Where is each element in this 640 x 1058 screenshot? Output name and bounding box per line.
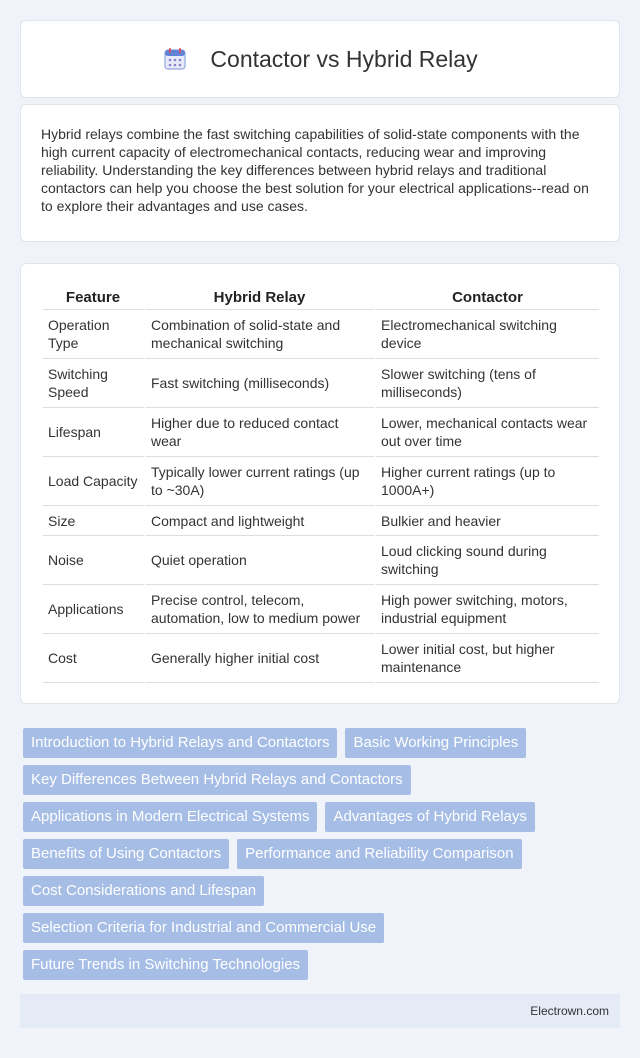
tag-link[interactable]: Future Trends in Switching Technologies bbox=[23, 950, 308, 980]
tag-row bbox=[23, 876, 613, 906]
header-contactor: Contactor bbox=[376, 285, 599, 310]
tag-row bbox=[23, 950, 613, 980]
comparison-table-card bbox=[20, 263, 620, 704]
header-feature: Feature bbox=[43, 285, 146, 310]
intro-text: Hybrid relays combine the fast switching capabilities of solid-state components with the high current capacity of electromechanical contacts, reducing wear and improving reliability. Understanding the key differences between hybrid relays and traditional contactors can help you choose the best solution for your electrical applications--read on to explore their advantages and use cases. bbox=[41, 126, 589, 214]
tag-link[interactable]: Introduction to Hybrid Relays and Contactors bbox=[23, 728, 337, 758]
footer-site: Electrown.com bbox=[530, 1004, 609, 1018]
table-row bbox=[43, 310, 599, 359]
calendar-icon bbox=[162, 46, 188, 72]
table-cell: Combination of solid-state and mechanical switching bbox=[146, 310, 376, 359]
table-cell: Applications bbox=[43, 585, 146, 634]
tag-row bbox=[23, 913, 613, 943]
table-cell: Electromechanical switching device bbox=[376, 310, 599, 359]
table-cell: Compact and lightweight bbox=[146, 506, 376, 536]
page-title: Contactor vs Hybrid Relay bbox=[210, 45, 478, 72]
intro-card bbox=[20, 104, 620, 242]
table-cell: Lifespan bbox=[43, 408, 146, 457]
tag-link[interactable]: Applications in Modern Electrical Systems bbox=[23, 802, 317, 832]
table-cell: Typically lower current ratings (up to ~30A) bbox=[146, 457, 376, 506]
table-row bbox=[43, 536, 599, 585]
tag-link[interactable]: Basic Working Principles bbox=[345, 728, 526, 758]
table-row bbox=[43, 408, 599, 457]
title-card bbox=[20, 20, 620, 98]
table-cell: Noise bbox=[43, 536, 146, 585]
table-cell: Bulkier and heavier bbox=[376, 506, 599, 536]
table-cell: Load Capacity bbox=[43, 457, 146, 506]
tag-link[interactable]: Key Differences Between Hybrid Relays and Contactors bbox=[23, 765, 411, 795]
comparison-table bbox=[43, 285, 599, 683]
table-cell: Lower, mechanical contacts wear out over time bbox=[376, 408, 599, 457]
table-header-row bbox=[43, 285, 599, 310]
table-row bbox=[43, 359, 599, 408]
table-cell: Fast switching (milliseconds) bbox=[146, 359, 376, 408]
tag-row bbox=[23, 802, 613, 832]
tag-row bbox=[23, 765, 613, 795]
table-cell: Precise control, telecom, automation, low to medium power bbox=[146, 585, 376, 634]
tag-link[interactable]: Performance and Reliability Comparison bbox=[237, 839, 521, 869]
table-row bbox=[43, 634, 599, 683]
table-cell: Size bbox=[43, 506, 146, 536]
table-row bbox=[43, 585, 599, 634]
header-hybrid-relay: Hybrid Relay bbox=[146, 285, 376, 310]
table-cell: Higher current ratings (up to 1000A+) bbox=[376, 457, 599, 506]
table-cell: Operation Type bbox=[43, 310, 146, 359]
table-cell: Higher due to reduced contact wear bbox=[146, 408, 376, 457]
table-cell: High power switching, motors, industrial equipment bbox=[376, 585, 599, 634]
tag-link[interactable]: Cost Considerations and Lifespan bbox=[23, 876, 264, 906]
tag-link[interactable]: Advantages of Hybrid Relays bbox=[325, 802, 534, 832]
table-row bbox=[43, 506, 599, 536]
table-cell: Slower switching (tens of milliseconds) bbox=[376, 359, 599, 408]
tag-row bbox=[23, 728, 613, 758]
table-cell: Loud clicking sound during switching bbox=[376, 536, 599, 585]
table-cell: Switching Speed bbox=[43, 359, 146, 408]
tag-link[interactable]: Selection Criteria for Industrial and Commercial Use bbox=[23, 913, 384, 943]
table-cell: Cost bbox=[43, 634, 146, 683]
tag-row bbox=[23, 839, 613, 869]
tag-link[interactable]: Benefits of Using Contactors bbox=[23, 839, 229, 869]
table-row bbox=[43, 457, 599, 506]
footer bbox=[20, 994, 620, 1028]
table-cell: Lower initial cost, but higher maintenance bbox=[376, 634, 599, 683]
table-cell: Quiet operation bbox=[146, 536, 376, 585]
table-cell: Generally higher initial cost bbox=[146, 634, 376, 683]
topic-tags bbox=[23, 728, 613, 987]
